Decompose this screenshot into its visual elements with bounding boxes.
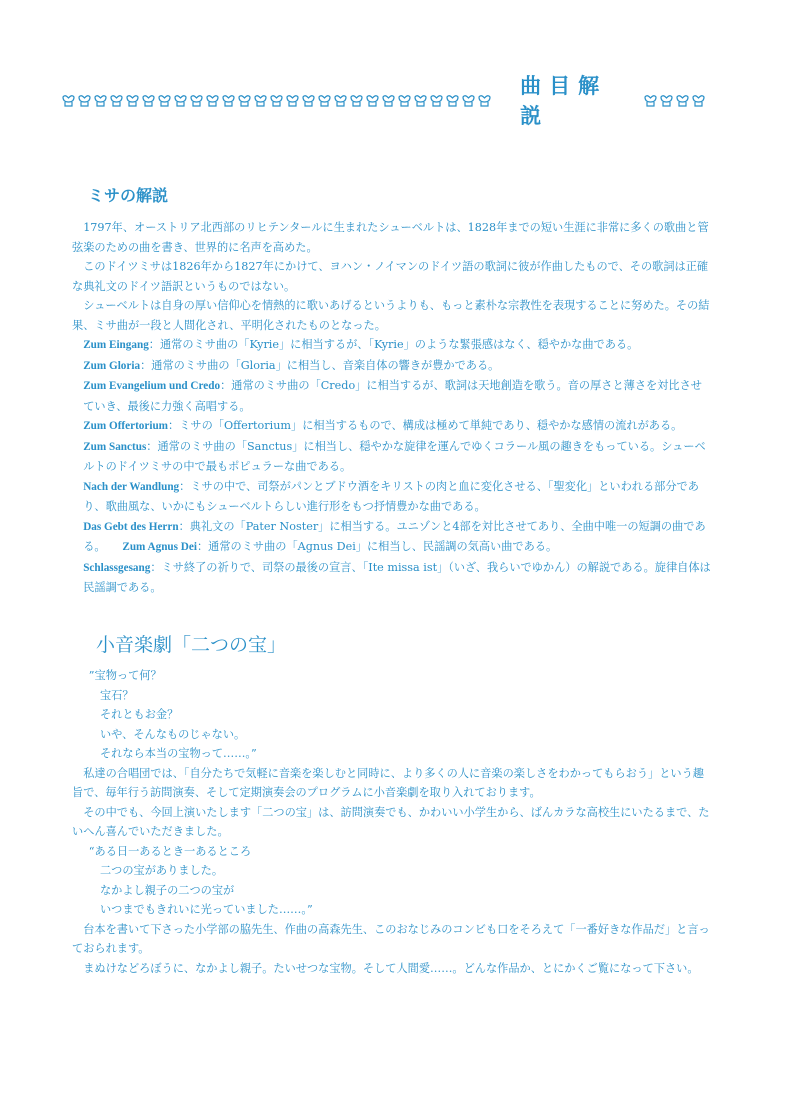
poem-line: “ある日一あるとき一あるところ	[88, 844, 252, 858]
ornament-icon	[110, 94, 123, 107]
ornament-icon	[446, 94, 459, 107]
movement-title: Nach der Wandlung	[83, 480, 180, 493]
ornament-icon	[62, 94, 75, 107]
play-paragraph-2: その中でも、今回上演いたします「二つの宝」は、訪問演奏でも、かわいい小学生から、ばんカラな高校生にいたるまで、たいへん喜んでいただきました。	[72, 805, 710, 838]
ornament-icon	[302, 94, 315, 107]
ornament-icon	[366, 94, 379, 107]
movement-title: Das Gebt des Herrn	[83, 520, 179, 533]
poem-line: 宝石？	[99, 688, 134, 702]
movement-desc: ：通常のミサ曲の「Gloria」に相当し、音楽自体の響きが豊かである。	[140, 358, 500, 372]
movement-offertorium-sanctus	[72, 416, 712, 477]
poem-line: それともお金？	[99, 708, 179, 721]
poem-line: いや、そんなものじゃない。	[99, 727, 246, 741]
ornament-icon	[206, 94, 219, 107]
play-paragraph-3: 台本を書いて下さった小学部の脇先生、作曲の高森先生、このおなじみのコンビも口をそろえて「一番好きな作品だ」と言っておられます。	[72, 922, 710, 955]
movement-desc: ：ミサの中で、司祭がパンとブドウ酒をキリストの肉と血に変化させる、「聖変化」といわれる部分であり、歌曲風な、いかにもシューベルトらしい進行形をもつ抒情豊かな曲である。	[83, 479, 699, 513]
ornament-icon	[382, 94, 395, 107]
ornament-icon	[222, 94, 235, 107]
ornament-icon	[78, 94, 91, 107]
ornament-icon	[676, 94, 689, 107]
mass-section-body	[72, 218, 712, 598]
ornament-icon	[126, 94, 139, 107]
movement-gloria	[72, 356, 712, 377]
mass-intro-paragraph-1: 1797年、オーストリア北西部のリヒテンタールに生まれたシューベルトは、1828年までの短い生涯に非常に多くの歌曲と管弦楽のための曲を書き、世界的に名声を高めた。	[72, 221, 709, 254]
ornament-icon	[158, 94, 171, 107]
movement-eingang	[72, 335, 712, 356]
movement-desc: ：ミサの「Offertorium」に相当するもので、構成は極めて単純であり、穏やかな感情の流れがある。	[168, 419, 677, 432]
page-header-title: 曲目解説	[520, 74, 608, 128]
poem-line: ”宝物って何？	[88, 669, 162, 682]
movement-evangelium	[72, 376, 712, 416]
movement-title: Zum Eingang	[83, 339, 149, 351]
movement-desc: ：通常のミサ曲の「Kyrie」に相当するが、「Kyrie」のような緊張感はなく、穏やかな曲である。	[148, 338, 639, 351]
mass-section-title: ミサの解説	[88, 186, 169, 205]
movement-desc: ：典礼文の「Pater Noster」に相当する。ユニゾンと4部を対比させてあり、全曲中唯一の短調の曲である。	[83, 519, 706, 553]
ornament-icon	[462, 94, 475, 107]
ornament-icon	[254, 94, 267, 107]
ornament-icon	[692, 94, 705, 107]
play-paragraph-4: まぬけなどろぼうに、なかよし親子。たいせつな宝物。そして人間愛……。どんな作品か、とにかくご覧になって下さい。	[83, 961, 699, 975]
movement-desc: ：通常のミサ曲の「Sanctus」に相当し、穏やかな旋律を運んでゆくコラール風の趣きをもっている。シューベルトのドイツミサの中で最もポピュラーな曲である。	[83, 439, 706, 473]
ornament-icon	[398, 94, 411, 107]
ornament-icon	[190, 94, 203, 107]
header-bar	[62, 74, 712, 128]
movement-title: Zum Offertorium	[83, 420, 169, 432]
movement-desc: ：通常のミサ曲の「Agnus Dei」に相当し、民謡調の気高い曲である。	[196, 540, 558, 553]
poem-line: なかよし親子の二つの宝が	[99, 883, 235, 897]
movement-title: Zum Evangelium und Credo	[83, 380, 221, 392]
play-paragraph-1: 私達の合唱団では、「自分たちで気軽に音楽を楽しむと同時に、より多くの人に音楽の楽しさをわかってもらおう」という趣旨で、毎年行う訪問演奏、そして定期演奏会のプログラムに小音楽劇を取り入れております。	[72, 766, 704, 799]
ornament-icon	[142, 94, 155, 107]
ornament-icon	[430, 94, 443, 107]
ornament-icon	[478, 94, 491, 107]
ornament-icon	[94, 94, 107, 107]
play-section-body	[72, 666, 712, 978]
movement-title: Zum Gloria	[83, 359, 141, 372]
ornament-row-right	[644, 94, 712, 107]
movement-desc: ：ミサ終了の祈りで、司祭の最後の宣言、「Ite missa ist」（いざ、我らいでゆかん）の解説である。旋律自体は民謡調である。	[83, 560, 711, 594]
movement-wandlung	[72, 477, 712, 517]
play-section-title: 小音楽劇「二つの宝」	[96, 634, 287, 656]
ornament-icon	[414, 94, 427, 107]
mass-intro-paragraph-2: このドイツミサは1826年から1827年にかけて、ヨハン・ノイマンのドイツ語の歌詞に彼が作曲したもので、その歌詞は正確な典礼文のドイツ語訳というものではない。	[72, 260, 709, 293]
ornament-icon	[334, 94, 347, 107]
movement-gebet-agnus	[72, 517, 712, 558]
ornament-row-left	[62, 94, 492, 107]
poem-line: 二つの宝がありました。	[99, 864, 224, 877]
poem-line: それなら本当の宝物って……。”	[99, 747, 257, 760]
movement-schlussgesang	[72, 558, 712, 598]
ornament-icon	[318, 94, 331, 107]
movement-title: Zum Agnus Dei	[122, 541, 197, 553]
intro-poem	[72, 666, 712, 764]
movement-title: Schlassgesang	[83, 561, 151, 574]
ornament-icon	[238, 94, 251, 107]
ornament-icon	[350, 94, 363, 107]
mass-intro-paragraph-3: シューベルトは自身の厚い信仰心を情熱的に歌いあげるというよりも、もっと素朴な宗教性を表現することに努めた。その結果、ミサ曲が一段と人間化され、平明化されたものとなった。	[72, 299, 710, 332]
ornament-icon	[174, 94, 187, 107]
movement-title: Zum Sanctus	[83, 440, 147, 453]
ornament-icon	[644, 94, 657, 107]
ornament-icon	[270, 94, 283, 107]
story-poem	[72, 842, 712, 920]
ornament-icon	[286, 94, 299, 107]
ornament-icon	[660, 94, 673, 107]
movement-desc: ：通常のミサ曲の「Credo」に相当するが、歌詞は天地創造を歌う。音の厚さと薄さを対比させていき、最後に力強く高唱する。	[83, 379, 702, 413]
poem-line: いつまでもきれいに光っていました……。”	[99, 903, 313, 916]
